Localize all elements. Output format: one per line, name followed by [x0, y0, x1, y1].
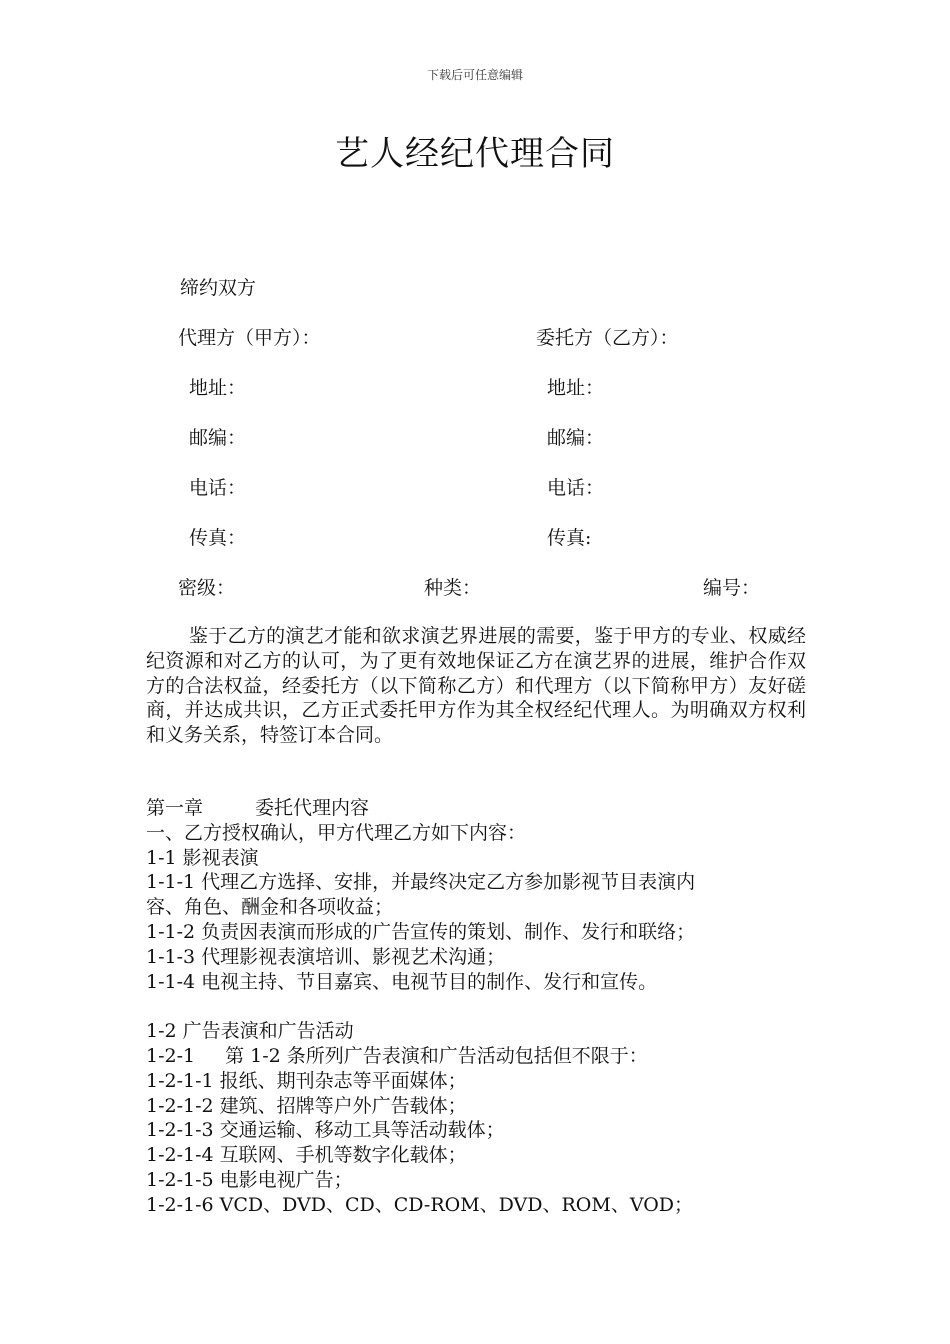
agent-fax-label: 传真：	[189, 527, 247, 549]
clause-1-1-3: 1-1-3 代理影视表演培训、影视艺术沟通；	[146, 945, 506, 968]
document-title: 艺人经纪代理合同	[335, 134, 615, 174]
clause-1-2-1-number: 1-2-1	[146, 1044, 196, 1067]
section-1-1: 1-1 影视表演	[146, 846, 259, 869]
category-label: 种类：	[424, 577, 482, 599]
chapter-subtitle: 一、乙方授权确认，甲方代理乙方如下内容：	[146, 821, 527, 844]
parties-heading: 缔约双方	[180, 277, 257, 299]
clause-1-1-2: 1-1-2 负责因表演而形成的广告宣传的策划、制作、发行和联络；	[146, 920, 696, 943]
clause-1-2-1-5: 1-2-1-5 电影电视广告；	[146, 1168, 353, 1191]
number-label: 编号：	[703, 577, 761, 599]
client-postcode-label: 邮编：	[547, 427, 605, 449]
clause-1-2-1-2: 1-2-1-2 建筑、招牌等户外广告载体；	[146, 1094, 467, 1117]
clause-1-2-1-text: 第 1-2 条所列广告表演和广告活动包括但不限于：	[225, 1044, 648, 1067]
clause-1-1-4: 1-1-4 电视主持、节目嘉宾、电视节目的制作、发行和宣传。	[146, 970, 658, 993]
clause-1-2-1-1: 1-2-1-1 报纸、期刊杂志等平面媒体；	[146, 1069, 467, 1092]
clause-1-1-1-cont: 容、角色、酬金和各项收益；	[146, 896, 394, 919]
clause-1-2-1-3: 1-2-1-3 交通运输、移动工具等活动载体；	[146, 1119, 505, 1142]
section-1-2: 1-2 广告表演和广告活动	[146, 1020, 354, 1043]
agent-address-label: 地址：	[189, 377, 247, 399]
chapter-title: 委托代理内容	[255, 797, 370, 819]
agent-postcode-label: 邮编：	[189, 427, 247, 449]
chapter-heading	[146, 796, 816, 821]
clause-1-2-1	[146, 1044, 816, 1069]
chapter-number: 第一章	[146, 797, 204, 819]
chapter-1	[146, 796, 816, 1218]
clause-1-1-1: 1-1-1 代理乙方选择、安排，并最终决定乙方参加影视节目表演内	[146, 871, 696, 894]
client-label: 委托方（乙方）：	[536, 327, 679, 349]
client-address-label: 地址：	[547, 377, 605, 399]
clause-1-2-1-4: 1-2-1-4 互联网、手机等数字化载体；	[146, 1144, 467, 1167]
spacer	[146, 994, 816, 1019]
intro-paragraph: 鉴于乙方的演艺才能和欲求演艺界进展的需要，鉴于甲方的专业、权威经纪资源和对乙方的认可，为了更有效地保证乙方在演艺界的进展，维护合作双方的合法权益，经委托方（以下简称乙方）和代理方（以下简称甲方）友好磋商，并达成共识，乙方正式委托甲方作为其全权经纪代理人。为明确双方权利和义务关系，特签订本合同。	[146, 625, 806, 747]
agent-label: 代理方（甲方）：	[178, 327, 321, 349]
clause-1-2-1-6: 1-2-1-6 VCD、DVD、CD、CD-ROM、DVD、ROM、VOD；	[146, 1193, 694, 1216]
page-header: 下载后可任意编辑	[426, 68, 523, 82]
client-fax-label: 传真:	[547, 527, 592, 549]
client-phone-label: 电话：	[547, 477, 605, 499]
secrecy-label: 密级：	[178, 577, 236, 599]
agent-phone-label: 电话：	[189, 477, 247, 499]
